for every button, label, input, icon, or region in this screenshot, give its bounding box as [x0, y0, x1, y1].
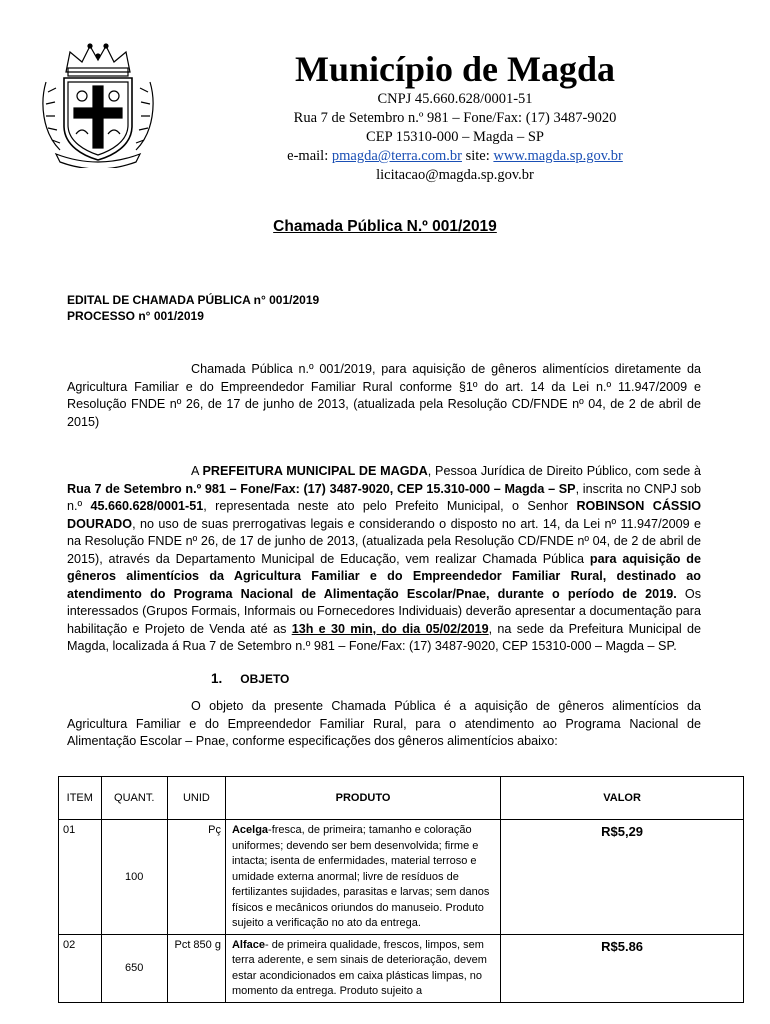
intro-paragraph: Chamada Pública n.º 001/2019, para aquisição de gêneros alimentícios diretamente da Agricultura Familiar e do Empreendedor Familiar Rural conforme §1º do art. 14 da Lei n.º 11.947/2009 e Resolução FNDE nº 26, de 17 de junho de 2013, (atualizada pela Resolução CD/FNDE nº 04, de 2 de abril de 2015) [67, 362, 701, 429]
cell-item: 01 [59, 820, 102, 935]
cell-unid: Pct 850 g [167, 934, 225, 1002]
table-row [59, 820, 744, 935]
contact-line [200, 147, 710, 166]
body-text: , Pessoa Jurídica de Direito Público, com sede à [427, 464, 701, 478]
body-bold: Rua 7 de Setembro n.º 981 – Fone/Fax: (17) 3487-9020, CEP 15.310-000 – Magda – SP [67, 481, 576, 496]
table-row [59, 934, 744, 1002]
cell-item: 02 [59, 934, 102, 1002]
email-label: e-mail: [287, 148, 329, 164]
body-text: A [191, 464, 203, 478]
deadline: 13h e 30 min, do dia 05/02/2019 [291, 621, 489, 636]
edital-block [67, 292, 319, 324]
section-title: OBJETO [240, 672, 290, 686]
product-description: - de primeira qualidade, frescos, limpos, sem terra aderente, e sem sinais de deterioração, devem estar acondicionados em caixa plásticas limpas, no momento da entrega. Produto sujeito a [231, 938, 487, 997]
body-text: Os interessados (Grupos Formais, Informais ou Fornecedores Individuais) deverão apresentar a documentação para habilitação e Projeto de Venda até as [67, 586, 701, 636]
section-heading [211, 671, 289, 686]
secondary-email: licitacao@magda.sp.gov.br [376, 167, 534, 183]
section-number: 1. [211, 671, 223, 686]
col-item: ITEM [59, 777, 102, 820]
body-text: , no uso de suas prerrogativas legais e considerando o disposto no art. 14, da Lei nº 11.947/2009 e na Resolução FNDE nº 26, de 17 de junho de 2013, (atualizada pela Resolução CD/FNDE nº 04, de 2 de abril de 2015), através da Departamento Municipal de Educação, vem realizar Chamada Pública [67, 516, 701, 566]
body-paragraph [67, 463, 701, 656]
col-quant: QUANT. [101, 777, 167, 820]
table-header-row [59, 777, 744, 820]
body-text: , representada neste ato pelo Prefeito Municipal, o Senhor [203, 499, 577, 513]
municipal-coat-of-arms [38, 42, 158, 168]
cell-produto [225, 820, 500, 935]
product-name: Acelga [231, 824, 269, 836]
document-title: Chamada Pública N.º 001/2019 [273, 218, 497, 235]
col-valor: VALOR [501, 777, 744, 820]
site-label: site: [465, 148, 490, 164]
body-text: , na sede da Prefeitura Municipal de Magda, localizada á Rua 7 de Setembro n.º 981 – Fone/Fax: (17) 3487-9020, CEP 15310-000 – Magda – SP. [67, 621, 702, 653]
letterhead [200, 48, 710, 185]
items-table [58, 776, 744, 1003]
body-text: , inscrita no CNPJ sob n.º [67, 481, 701, 513]
cell-produto [225, 934, 500, 1002]
body-bold: ROBINSON CÁSSIO DOURADO [67, 499, 702, 531]
cell-valor: R$5,29 [501, 820, 744, 935]
cell-quant: 100 [101, 820, 167, 935]
col-unid: UNID [167, 777, 225, 820]
email-link[interactable]: pmagda@terra.com.br [331, 148, 462, 164]
cell-valor: R$5.86 [501, 934, 744, 1002]
cell-unid: Pç [167, 820, 225, 935]
product-name: Alface [231, 938, 265, 951]
body-bold: 45.660.628/0001-51 [90, 499, 204, 513]
municipality-name: Município de Magda [294, 49, 616, 89]
edital-number: EDITAL DE CHAMADA PÚBLICA n° 001/2019 [67, 293, 320, 307]
cep: CEP 15310-000 – Magda – SP [366, 129, 544, 145]
col-produto: PRODUTO [225, 777, 500, 820]
body-bold: PREFEITURA MUNICIPAL DE MAGDA [202, 464, 428, 478]
process-number: PROCESSO n° 001/2019 [67, 309, 204, 323]
address: Rua 7 de Setembro n.º 981 – Fone/Fax: (17) 3487-9020 [293, 110, 617, 126]
cell-quant: 650 [101, 934, 167, 1002]
product-description: -fresca, de primeira; tamanho e coloração uniformes; devendo ser bem desenvolvida; firme e intacta; isenta de enfermidades, material terroso e umidade externa anormal; livre de resíduos de fertilizantes sujidades, parasitas e larvas; sem danos físicos e mecânicos oriundos do manuseio. Produto sujeito a verificação no ato da entrega. [231, 824, 490, 929]
body-bold: para aquisição de gêneros alimentícios da Agricultura Familiar e do Empreendedor Familiar Rural, destinado ao atendimento do Programa Nacional de Alimentação Escolar/Pnae, durante o período de 2019. [67, 551, 701, 601]
section-paragraph: O objeto da presente Chamada Pública é a aquisição de gêneros alimentícios da Agricultura Familiar e do Empreendedor Familiar Rural, para o atendimento ao Programa Nacional de Alimentação Escolar – Pnae, conforme especificações dos gêneros alimentícios abaixo: [67, 699, 701, 748]
cnpj: CNPJ 45.660.628/0001-51 [377, 91, 533, 107]
site-link[interactable]: www.magda.sp.gov.br [493, 148, 623, 164]
